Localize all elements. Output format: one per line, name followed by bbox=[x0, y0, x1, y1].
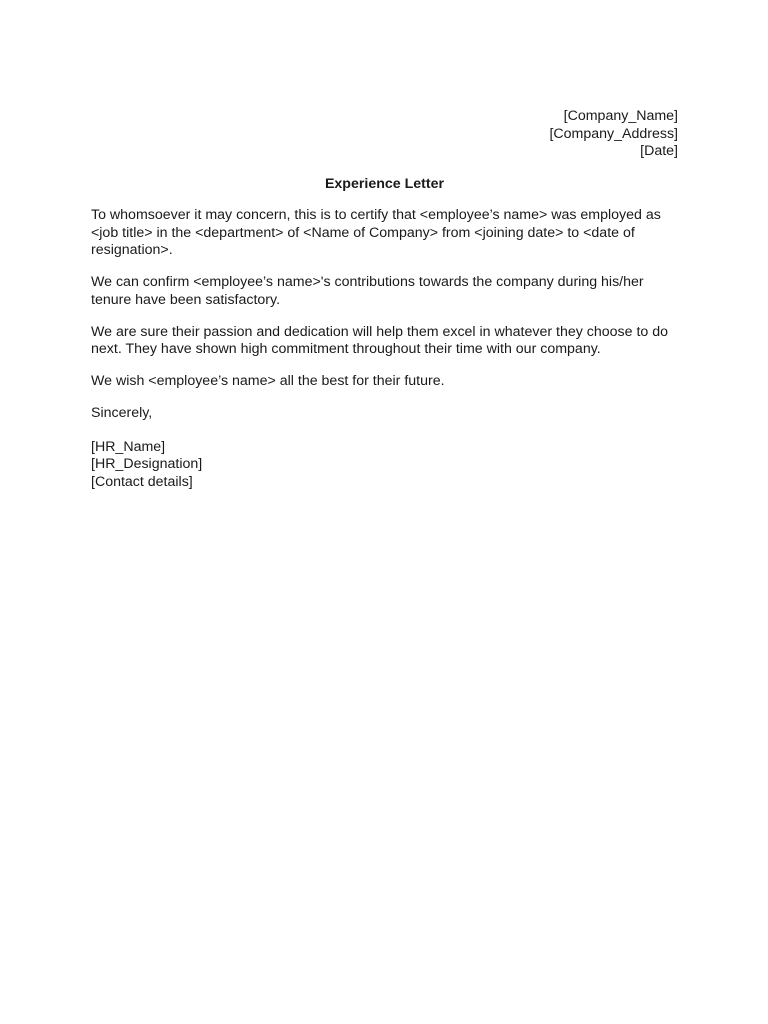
wishes-paragraph: We wish <employee’s name> all the best for their future. bbox=[91, 373, 445, 389]
letter-date: [Date] bbox=[640, 143, 678, 159]
sender-address-block bbox=[91, 108, 678, 161]
contact-details: [Contact details] bbox=[91, 473, 193, 490]
letter-body bbox=[91, 108, 678, 491]
hr-designation: [HR_Designation] bbox=[91, 456, 203, 472]
hr-name: [HR_Name] bbox=[91, 438, 166, 455]
company-name: [Company_Name] bbox=[563, 108, 678, 124]
closing-salutation: Sincerely, bbox=[91, 405, 153, 421]
contribution-paragraph: We can confirm <employee’s name>'s contributions towards the company during his/her tenure have been satisfactory. bbox=[91, 274, 644, 308]
commendation-paragraph: We are sure their passion and dedication will help them excel in whatever they choose to do next. They have shown high commitment throughout their time with our company. bbox=[91, 323, 669, 357]
certification-paragraph: To whomsoever it may concern, this is to certify that <employee’s name> was employed as <job title> in the <department> of <Name of Company> from <joining date> to <date of resignation>. bbox=[91, 207, 661, 258]
letter-title: Experience Letter bbox=[324, 175, 445, 192]
company-address: [Company_Address] bbox=[549, 125, 678, 142]
signature-block bbox=[91, 439, 678, 492]
